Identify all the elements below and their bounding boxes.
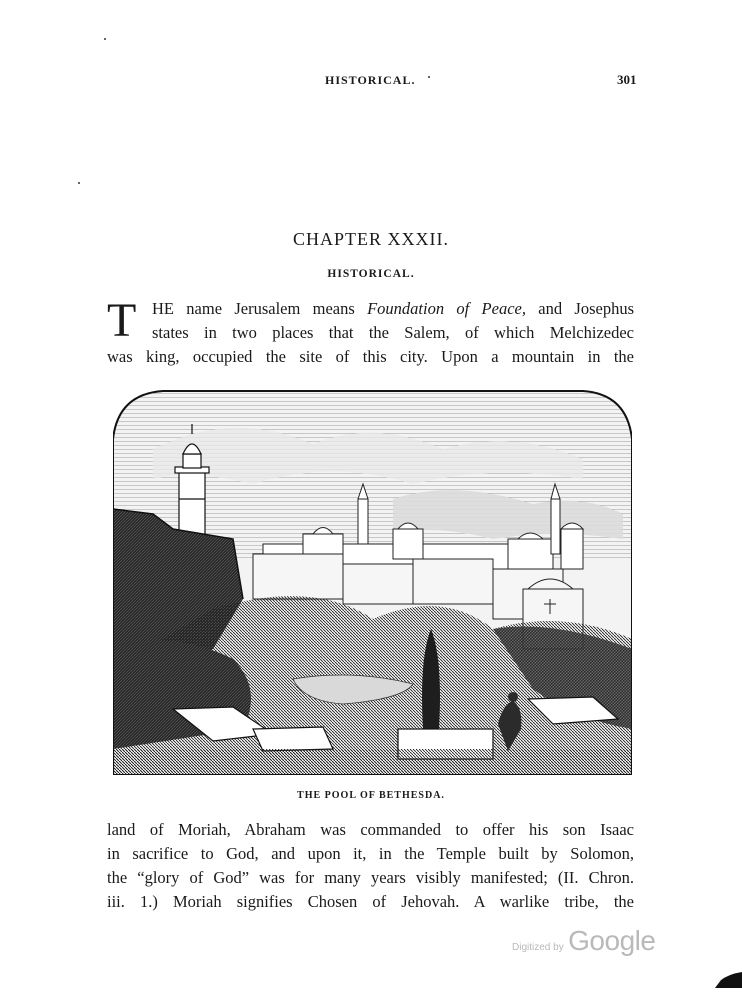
paragraph-line: in sacrifice to God, and upon it, in the Temple built by Solomon, (107, 844, 634, 863)
paragraph-line: iii. 1.) Moriah signifies Chosen of Jehovah. A warlike tribe, the (107, 892, 634, 911)
paragraph-line: the “glory of God” was for many years visibly manifested; (II. Chron. (107, 868, 634, 887)
figure-caption: THE POOL OF BETHESDA. (297, 790, 445, 801)
chapter-subtitle: HISTORICAL. (327, 268, 415, 280)
chapter-title: CHAPTER XXXII. (293, 229, 449, 249)
text-run: HE name Jerusalem means (152, 299, 368, 318)
engraving-illustration (113, 389, 632, 775)
paragraph-2 (107, 817, 634, 913)
watermark-prefix: Digitized by (512, 942, 564, 953)
speck (78, 182, 80, 184)
text-run: and Josephus (525, 299, 634, 318)
speck (104, 38, 106, 40)
speck (428, 76, 430, 78)
paragraph-line: was king, occupied the site of this city. Upon a mountain in the (107, 347, 634, 366)
paragraph-1 (107, 294, 634, 369)
digitized-watermark (512, 925, 655, 957)
paragraph-line: land of Moriah, Abraham was commanded to offer his son Isaac (107, 820, 634, 839)
running-head: HISTORICAL. (325, 73, 416, 87)
paragraph-line: states in two places that the Salem, of which Melchizedec (152, 323, 634, 342)
paragraph-line (107, 297, 634, 321)
page-number: 301 (617, 72, 637, 87)
drop-cap: T (107, 294, 137, 347)
emphasis-text: Foundation of Peace, (367, 299, 526, 318)
page-corner-mark (715, 972, 742, 988)
watermark-brand: Google (568, 925, 656, 956)
